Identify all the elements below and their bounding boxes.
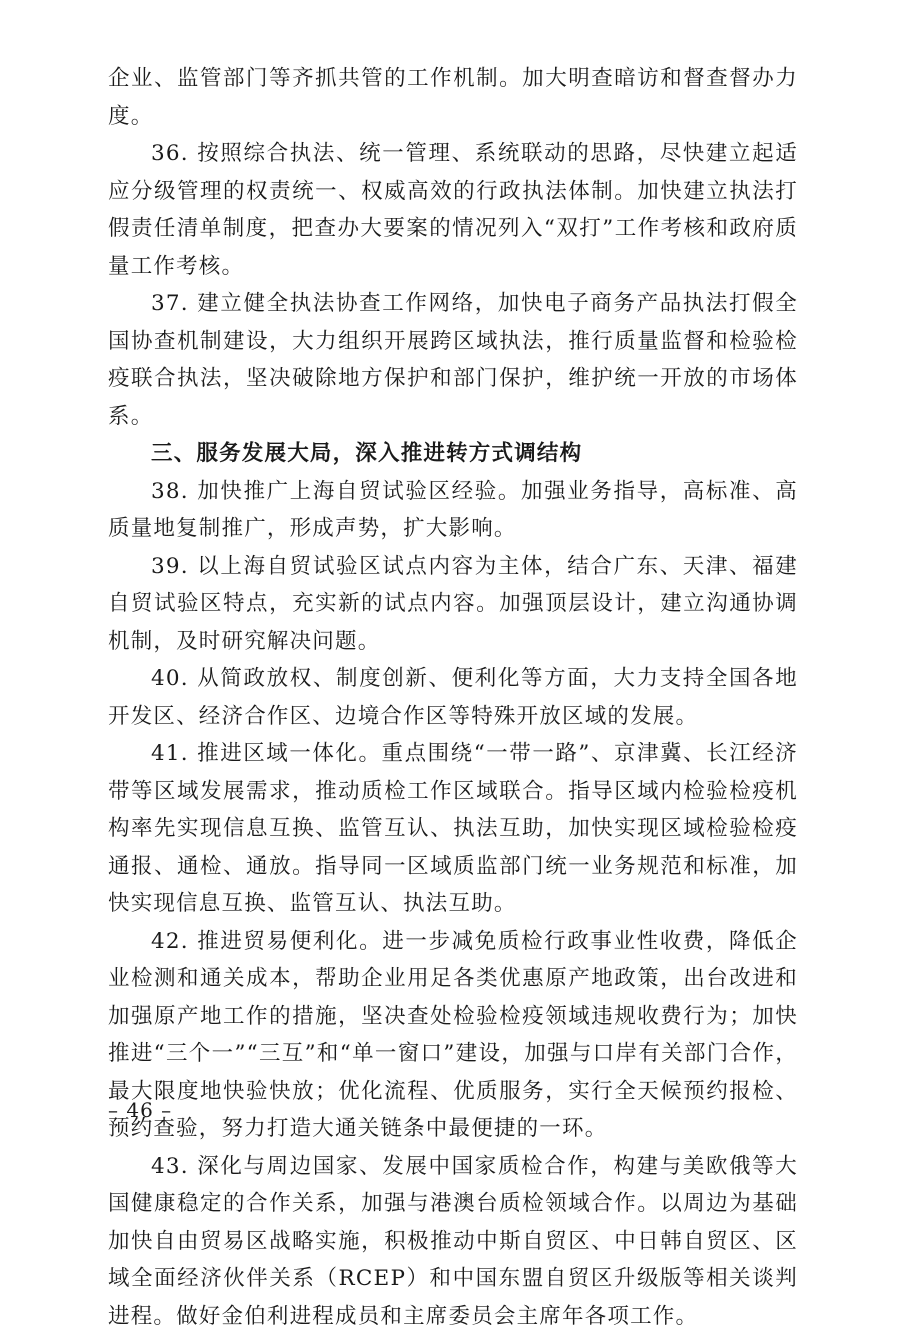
paragraph-item-43: 43. 深化与周边国家、发展中国家质检合作，构建与美欧俄等大国健康稳定的合作关系，加强与港澳台质检领域合作。以周边为基础加快自由贸易区战略实施，积极推动中斯自贸区、中日韩自贸区、区域全面经济伙伴关系（RCEP）和中国东盟自贸区升级版等相关谈判进程。做好金伯利进程成员和主席委员会主席年各项工作。 (108, 1148, 798, 1335)
paragraph-item-36: 36. 按照综合执法、统一管理、系统联动的思路，尽快建立起适应分级管理的权责统一、权威高效的行政执法体制。加快建立执法打假责任清单制度，把查办大要案的情况列入“双打”工作考核和政府质量工作考核。 (108, 135, 798, 285)
document-body (108, 60, 798, 1335)
page-number: – 46 – (108, 1098, 172, 1122)
paragraph-continuation: 企业、监管部门等齐抓共管的工作机制。加大明查暗访和督查督办力度。 (108, 60, 798, 135)
paragraph-item-40: 40. 从简政放权、制度创新、便利化等方面，大力支持全国各地开发区、经济合作区、边境合作区等特殊开放区域的发展。 (108, 660, 798, 735)
paragraph-item-37: 37. 建立健全执法协查工作网络，加快电子商务产品执法打假全国协查机制建设，大力组织开展跨区域执法，推行质量监督和检验检疫联合执法，坚决破除地方保护和部门保护，维护统一开放的市场体系。 (108, 285, 798, 435)
paragraph-item-38: 38. 加快推广上海自贸试验区经验。加强业务指导，高标准、高质量地复制推广，形成声势，扩大影响。 (108, 473, 798, 548)
section-heading: 三、服务发展大局，深入推进转方式调结构 (108, 435, 798, 473)
paragraph-item-39: 39. 以上海自贸试验区试点内容为主体，结合广东、天津、福建自贸试验区特点，充实新的试点内容。加强顶层设计，建立沟通协调机制，及时研究解决问题。 (108, 548, 798, 661)
paragraph-item-42: 42. 推进贸易便利化。进一步减免质检行政事业性收费，降低企业检测和通关成本，帮助企业用足各类优惠原产地政策，出台改进和加强原产地工作的措施，坚决查处检验检疫领域违规收费行为；加快推进“三个一”“三互”和“单一窗口”建设，加强与口岸有关部门合作，最大限度地快验快放；优化流程、优质服务，实行全天候预约报检、预约查验，努力打造大通关链条中最便捷的一环。 (108, 923, 798, 1148)
paragraph-item-41: 41. 推进区域一体化。重点围绕“一带一路”、京津冀、长江经济带等区域发展需求，推动质检工作区域联合。指导区域内检验检疫机构率先实现信息互换、监管互认、执法互助，加快实现区域检验检疫通报、通检、通放。指导同一区域质监部门统一业务规范和标准，加快实现信息互换、监管互认、执法互助。 (108, 735, 798, 923)
